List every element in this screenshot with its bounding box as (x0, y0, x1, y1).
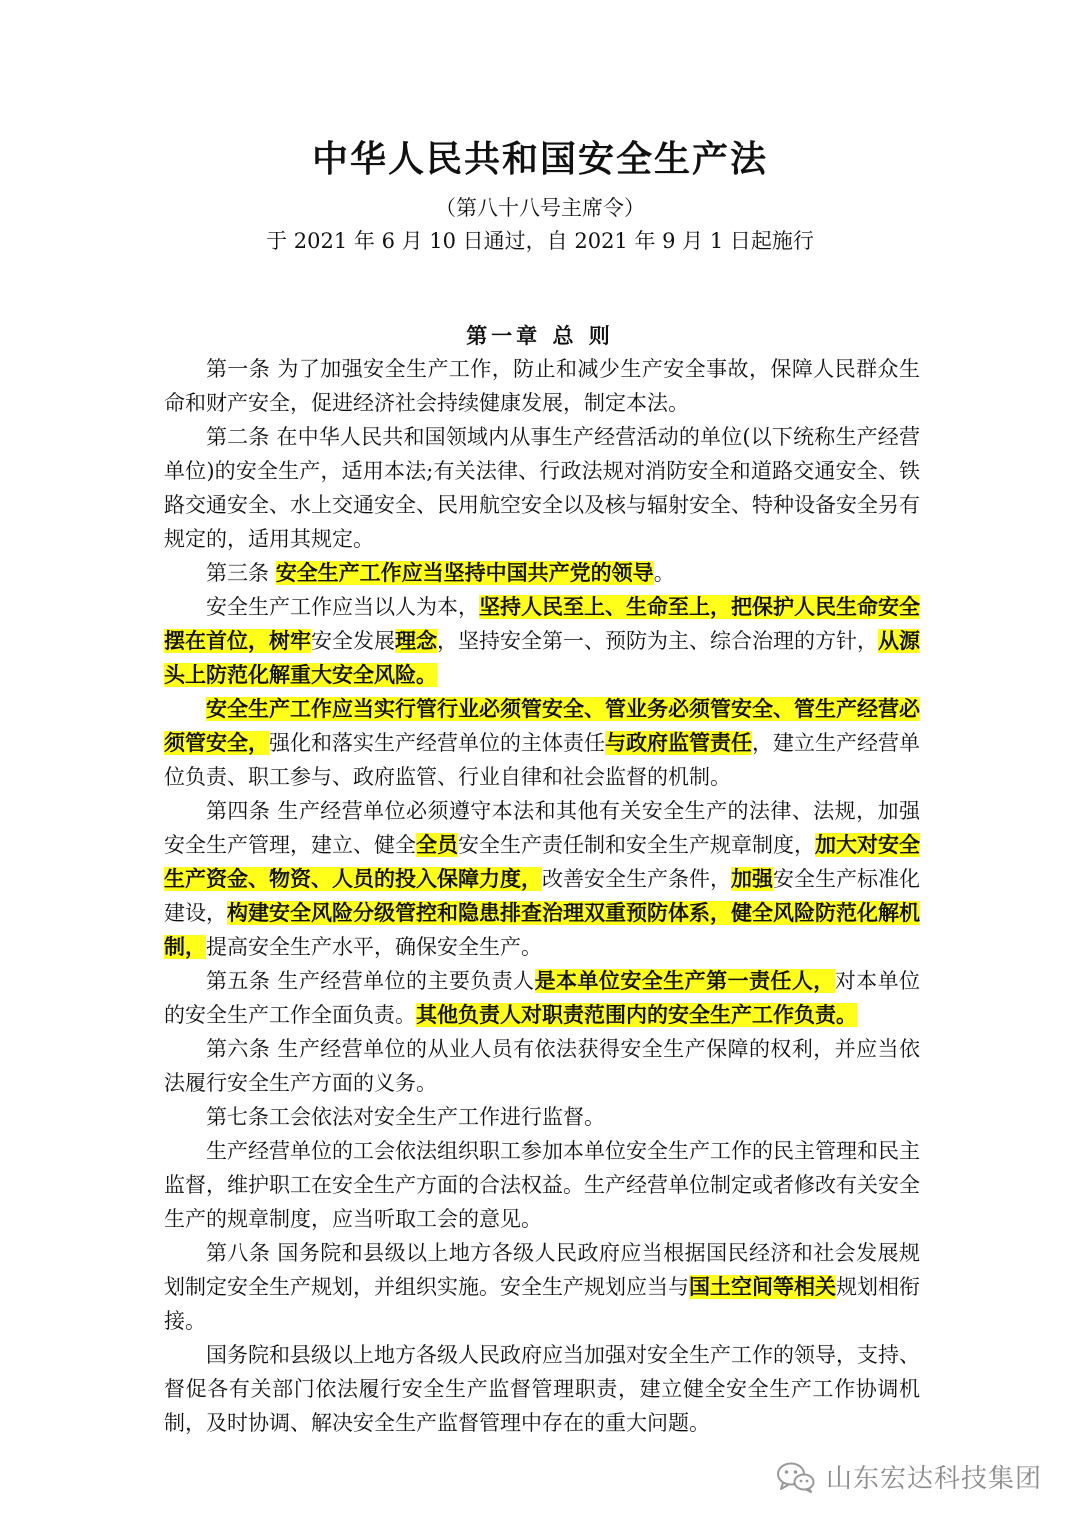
decree-number: （第八十八号主席令） (435, 196, 645, 220)
highlighted-text: 构建安全风险分级管控和隐患排查治理双重预防体系，健全风险防范化解机制， (164, 901, 920, 959)
highlighted-text: 国土空间等相关 (689, 1275, 836, 1299)
article-paragraph (164, 420, 920, 556)
chapter-heading: 第一章 总 则 (466, 324, 614, 348)
paragraph-text: ，建立生产经营单位负责、职工参与、政府监管、行业自律和社会监督的机制。 (164, 731, 920, 789)
paragraph-text: 第五条 生产经营单位的主要负责人 (206, 969, 535, 993)
article-paragraph (164, 794, 920, 964)
article-paragraph (164, 590, 920, 692)
article-paragraph (164, 1100, 920, 1134)
article-paragraph (164, 1134, 920, 1236)
highlighted-text: 加强 (731, 867, 773, 891)
highlighted-text: 安全生产工作应当坚持中国共产党的领导 (275, 561, 654, 585)
wechat-icon (776, 1461, 816, 1493)
paragraph-text: 安全发展 (311, 629, 395, 653)
paragraph-text: ，坚持安全第一、预防为主、综合治理的方针， (437, 629, 878, 653)
paragraph-text: 安全生产工作应当以人为本， (206, 595, 479, 619)
document-title: 中华人民共和国安全生产法 (311, 139, 768, 180)
highlighted-text: 坚持人民至上、生命至上，把保护人民生命安全摆在首位，树牢 (164, 595, 920, 653)
article-paragraph (164, 1236, 920, 1338)
highlighted-text: 是本单位安全生产第一责任人， (534, 969, 835, 993)
paragraph-text: 第六条 生产经营单位的从业人员有依法获得安全生产保障的权利，并应当依法履行安全生产方面的义务。 (164, 1037, 920, 1095)
paragraph-text: 对本单位的安全生产工作全面负责。 (164, 969, 921, 1027)
paragraph-text: 第七条工会依法对安全生产工作进行监督。 (206, 1105, 605, 1129)
paragraph-text: 规划相衔接。 (164, 1275, 920, 1333)
paragraph-text: 提高安全生产水平，确保安全生产。 (206, 935, 542, 959)
watermark (776, 1458, 1042, 1495)
highlighted-text: 从源头上防范化解重大安全风险。 (164, 629, 920, 687)
paragraph-text: 第四条 生产经营单位必须遵守本法和其他有关安全生产的法律、法规，加强安全生产管理，建立、健全 (164, 799, 920, 857)
effective-dates: 于 2021 年 6 月 10 日通过，自 2021 年 9 月 1 日起施行 (266, 229, 814, 253)
highlighted-text: 全员 (416, 833, 458, 857)
paragraph-text: 安全生产标准化建设， (164, 867, 920, 925)
paragraph-text: 国务院和县级以上地方各级人民政府应当加强对安全生产工作的领导，支持、督促各有关部门依法履行安全生产监督管理职责，建立健全安全生产工作协调机制，及时协调、解决安全生产监督管理中存在的重大问题。 (164, 1343, 920, 1435)
article-paragraph (164, 964, 920, 1032)
article-paragraph (164, 352, 920, 420)
highlighted-text: 安全生产工作应当实行管行业必须管安全、管业务必须管安全、管生产经营必须管安全， (164, 697, 920, 755)
article-paragraph (164, 692, 920, 794)
paragraph-text: 第三条 (206, 561, 276, 585)
paragraph-text: 生产经营单位的工会依法组织职工参加本单位安全生产工作的民主管理和民主监督，维护职工在安全生产方面的合法权益。生产经营单位制定或者修改有关安全生产的规章制度，应当听取工会的意见。 (164, 1139, 920, 1231)
paragraph-text: 。 (653, 561, 675, 585)
article-paragraph (164, 1338, 920, 1440)
highlighted-text: 理念 (395, 629, 437, 653)
highlighted-text: 加大对安全生产资金、物资、人员的投入保障力度， (164, 833, 920, 891)
paragraph-text: 安全生产责任制和安全生产规章制度， (458, 833, 815, 857)
paragraph-text: 第二条 在中华人民共和国领域内从事生产经营活动的单位(以下统称生产经营单位)的安全生产，适用本法;有关法律、行政法规对消防安全和道路交通安全、铁路交通安全、水上交通安全、民用航空安全以及核与辐射安全、特种设备安全另有规定的，适用其规定。 (164, 425, 920, 551)
paragraph-text: 改善安全生产条件， (542, 867, 731, 891)
watermark-text: 山东宏达科技集团 (825, 1464, 1042, 1494)
article-paragraph (164, 556, 920, 590)
paragraph-text: 第一条 为了加强安全生产工作，防止和减少生产安全事故，保障人民群众生命和财产安全，促进经济社会持续健康发展，制定本法。 (164, 357, 920, 415)
law-body (164, 352, 920, 1440)
highlighted-text: 与政府监管责任 (605, 731, 752, 755)
paragraph-text: 第八条 国务院和县级以上地方各级人民政府应当根据国民经济和社会发展规划制定安全生产规划，并组织实施。安全生产规划应当与 (164, 1241, 920, 1299)
paragraph-text: 强化和落实生产经营单位的主体责任 (269, 731, 605, 755)
article-paragraph (164, 1032, 920, 1100)
highlighted-text: 其他负责人对职责范围内的安全生产工作负责。 (416, 1003, 857, 1027)
